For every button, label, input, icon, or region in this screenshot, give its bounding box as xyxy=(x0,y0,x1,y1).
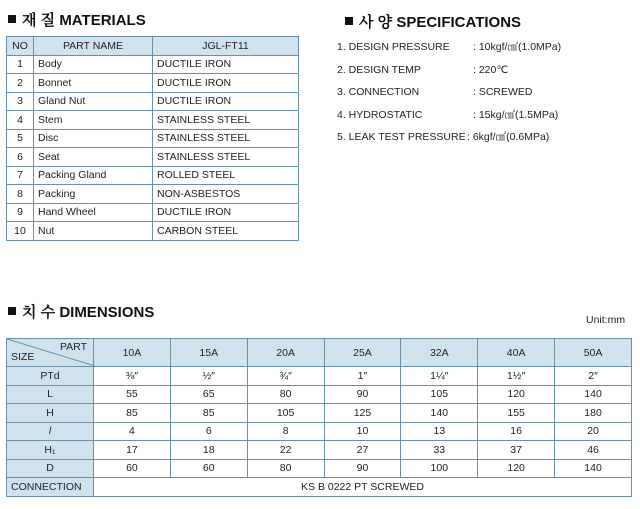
materials-row xyxy=(7,55,299,74)
dimension-value: 140 xyxy=(401,404,478,423)
spec-label: 2. DESIGN TEMP xyxy=(337,63,421,76)
dimension-value: 33 xyxy=(401,441,478,460)
connection-row xyxy=(7,478,632,497)
materials-row xyxy=(7,74,299,93)
dimension-value: 180 xyxy=(555,404,632,423)
materials-row xyxy=(7,166,299,185)
materials-cell-material: STAINLESS STEEL xyxy=(153,148,299,167)
dimension-value: 140 xyxy=(555,459,632,478)
dimension-value: 46 xyxy=(555,441,632,460)
dimension-value: 125 xyxy=(324,404,401,423)
dimension-value: 105 xyxy=(401,385,478,404)
materials-cell-material: DUCTILE IRON xyxy=(153,92,299,111)
materials-cell-part: Packing Gland xyxy=(34,166,153,185)
dimension-value: 65 xyxy=(170,385,247,404)
materials-cell-part: Stem xyxy=(34,111,153,130)
materials-cell-material: DUCTILE IRON xyxy=(153,74,299,93)
materials-cell-no: 7 xyxy=(7,166,34,185)
materials-row xyxy=(7,185,299,204)
size-header: 15A xyxy=(170,339,247,367)
size-header: 32A xyxy=(401,339,478,367)
spec-label: 4. HYDROSTATIC xyxy=(337,108,423,121)
dimension-value: 18 xyxy=(170,441,247,460)
specifications-title: 사 양 SPECIFICATIONS xyxy=(345,11,521,32)
dimension-label: L xyxy=(7,385,94,404)
materials-row xyxy=(7,111,299,130)
dimensions-table xyxy=(6,338,632,497)
size-header: 40A xyxy=(478,339,555,367)
materials-row xyxy=(7,203,299,222)
dimension-value: 85 xyxy=(94,404,171,423)
size-header: 50A xyxy=(555,339,632,367)
dimension-value: 85 xyxy=(170,404,247,423)
dimension-label: H xyxy=(7,404,94,423)
dimension-value: 80 xyxy=(247,459,324,478)
materials-cell-part: Disc xyxy=(34,129,153,148)
spec-value: : SCREWED xyxy=(473,86,533,98)
size-header: 20A xyxy=(247,339,324,367)
materials-table xyxy=(6,36,299,241)
bullet-square-icon xyxy=(8,15,16,23)
materials-header-row xyxy=(7,37,299,56)
spec-label: 5. LEAK TEST PRESSURE xyxy=(337,131,466,143)
materials-row xyxy=(7,222,299,241)
dimension-value: 60 xyxy=(94,459,171,478)
dimension-value: 60 xyxy=(170,459,247,478)
dimension-value: ⅜″ xyxy=(94,367,171,386)
dimension-label: D xyxy=(7,459,94,478)
dimension-value: 120 xyxy=(478,385,555,404)
dimensions-row xyxy=(7,422,632,441)
materials-cell-part: Packing xyxy=(34,185,153,204)
dimension-value: 8 xyxy=(247,422,324,441)
dimension-value: 22 xyxy=(247,441,324,460)
dimension-value: 13 xyxy=(401,422,478,441)
header-part-name: PART NAME xyxy=(34,37,153,56)
header-model: JGL-FT11 xyxy=(153,37,299,56)
dimensions-row xyxy=(7,367,632,386)
materials-title: 재 질 MATERIALS xyxy=(8,9,146,30)
spec-value: : 6kgf/㎠(0.6MPa) xyxy=(467,131,550,143)
dimension-value: ¾″ xyxy=(247,367,324,386)
materials-cell-part: Seat xyxy=(34,148,153,167)
materials-row xyxy=(7,148,299,167)
dimension-label: PTd xyxy=(7,367,94,386)
dimension-value: ½″ xyxy=(170,367,247,386)
materials-cell-no: 4 xyxy=(7,111,34,130)
materials-cell-no: 2 xyxy=(7,74,34,93)
materials-cell-no: 3 xyxy=(7,92,34,111)
dimensions-header-row xyxy=(7,339,632,367)
materials-cell-material: DUCTILE IRON xyxy=(153,55,299,74)
size-header: 25A xyxy=(324,339,401,367)
materials-cell-no: 1 xyxy=(7,55,34,74)
materials-cell-material: CARBON STEEL xyxy=(153,222,299,241)
size-header: 10A xyxy=(94,339,171,367)
dimension-value: 1″ xyxy=(324,367,401,386)
header-no: NO xyxy=(7,37,34,56)
dimension-label: H₁ xyxy=(7,441,94,460)
dimension-value: 6 xyxy=(170,422,247,441)
unit-label: Unit:mm xyxy=(586,314,626,326)
dimension-value: 90 xyxy=(324,385,401,404)
dimension-value: 16 xyxy=(478,422,555,441)
dimension-label: l xyxy=(7,422,94,441)
dimension-value: 37 xyxy=(478,441,555,460)
dimensions-row xyxy=(7,441,632,460)
dimension-value: 80 xyxy=(247,385,324,404)
dimension-value: 55 xyxy=(94,385,171,404)
materials-cell-part: Bonnet xyxy=(34,74,153,93)
spec-value: : 15kg/㎠(1.5MPa) xyxy=(473,108,559,121)
dimension-value: 2″ xyxy=(555,367,632,386)
spec-value: : 10kgf/㎠(1.0MPa) xyxy=(473,41,562,53)
connection-value: KS B 0222 PT SCREWED xyxy=(94,478,632,497)
materials-cell-material: DUCTILE IRON xyxy=(153,203,299,222)
corner-part-label: PART xyxy=(59,341,87,353)
materials-cell-part: Body xyxy=(34,55,153,74)
materials-cell-material: ROLLED STEEL xyxy=(153,166,299,185)
bullet-square-icon xyxy=(8,307,16,315)
materials-cell-no: 6 xyxy=(7,148,34,167)
dimension-value: 105 xyxy=(247,404,324,423)
dimension-value: 155 xyxy=(478,404,555,423)
dimension-value: 27 xyxy=(324,441,401,460)
materials-cell-material: STAINLESS STEEL xyxy=(153,129,299,148)
dimension-value: 100 xyxy=(401,459,478,478)
dimensions-row xyxy=(7,459,632,478)
materials-cell-part: Nut xyxy=(34,222,153,241)
dimension-value: 17 xyxy=(94,441,171,460)
spec-value: : 220℃ xyxy=(473,63,509,76)
materials-cell-no: 8 xyxy=(7,185,34,204)
dimension-value: 120 xyxy=(478,459,555,478)
materials-cell-no: 10 xyxy=(7,222,34,241)
bullet-square-icon xyxy=(345,17,353,25)
dimension-value: 90 xyxy=(324,459,401,478)
materials-cell-no: 9 xyxy=(7,203,34,222)
materials-cell-part: Gland Nut xyxy=(34,92,153,111)
size-part-corner xyxy=(7,339,94,367)
dimension-value: 1½″ xyxy=(478,367,555,386)
dimension-value: 140 xyxy=(555,385,632,404)
connection-label: CONNECTION xyxy=(7,478,94,497)
dimensions-title: 치 수 DIMENSIONS xyxy=(8,301,154,322)
materials-cell-material: STAINLESS STEEL xyxy=(153,111,299,130)
dimension-value: 10 xyxy=(324,422,401,441)
dimension-value: 4 xyxy=(94,422,171,441)
materials-cell-part: Hand Wheel xyxy=(34,203,153,222)
materials-row xyxy=(7,129,299,148)
dimension-value: 20 xyxy=(555,422,632,441)
corner-size-label: SIZE xyxy=(11,351,35,363)
materials-row xyxy=(7,92,299,111)
dimensions-row xyxy=(7,385,632,404)
spec-label: 3. CONNECTION xyxy=(337,86,420,98)
materials-cell-material: NON-ASBESTOS xyxy=(153,185,299,204)
dimension-value: 1¼″ xyxy=(401,367,478,386)
materials-cell-no: 5 xyxy=(7,129,34,148)
spec-label: 1. DESIGN PRESSURE xyxy=(337,41,450,53)
dimensions-row xyxy=(7,404,632,423)
